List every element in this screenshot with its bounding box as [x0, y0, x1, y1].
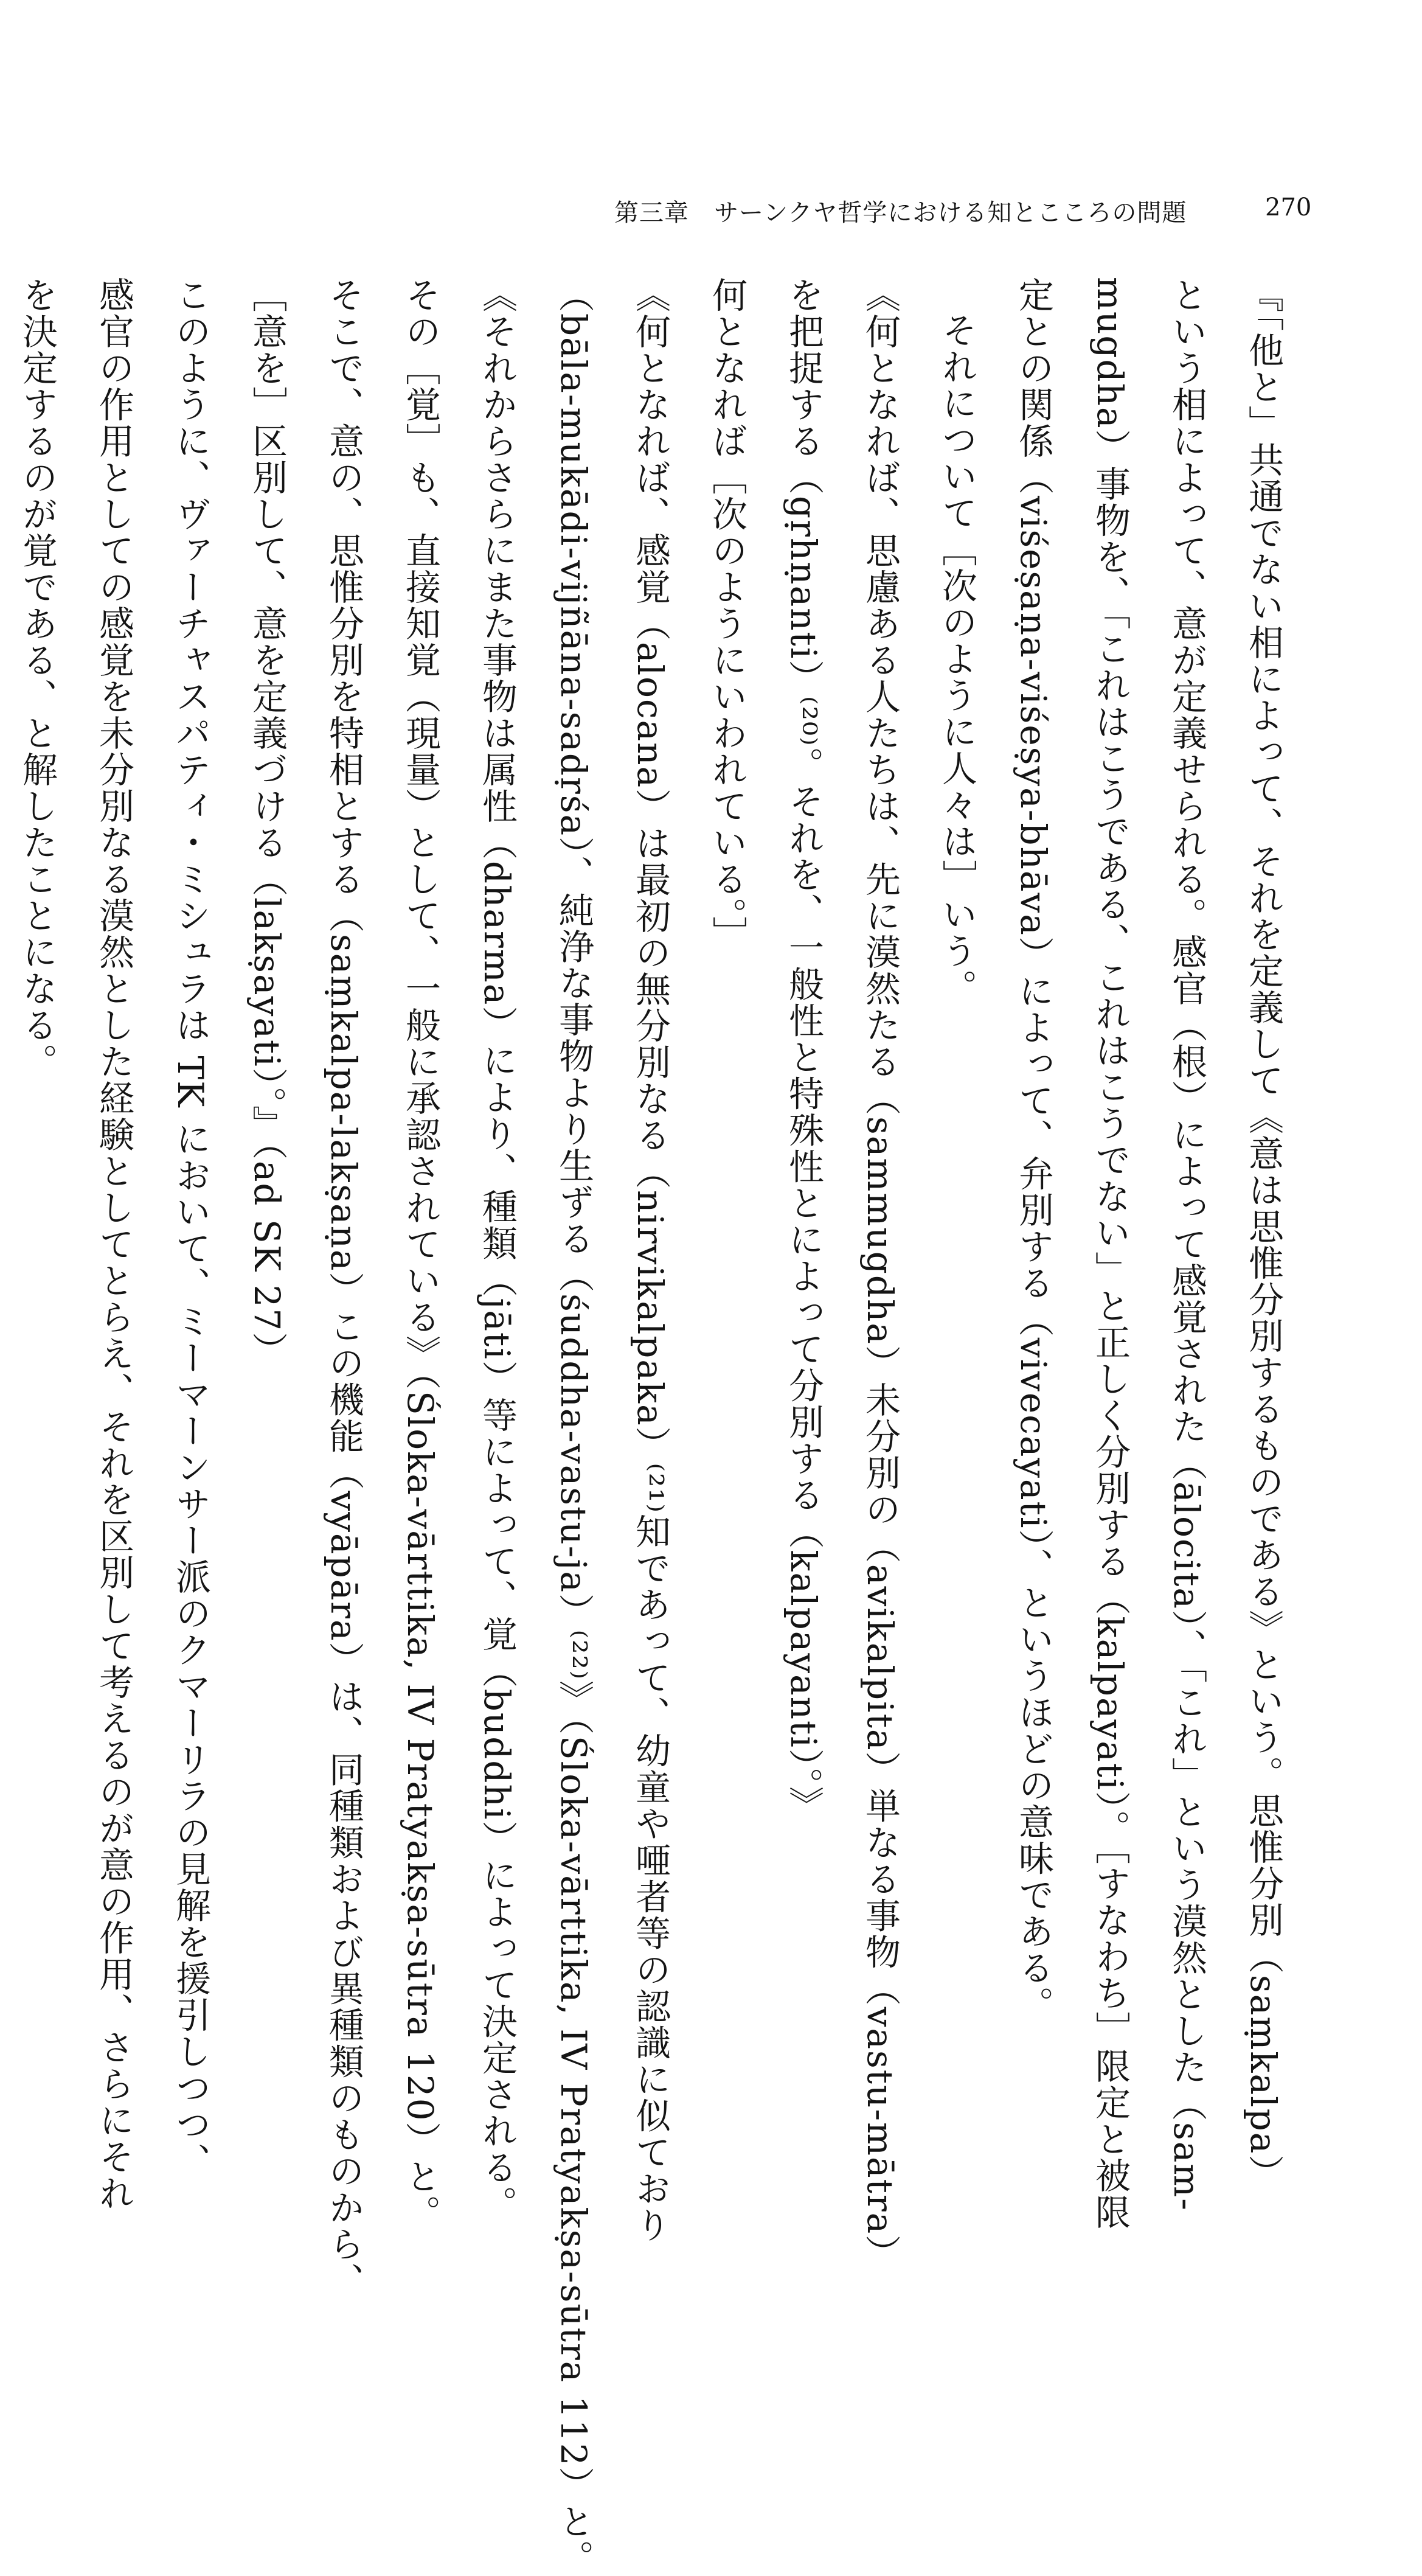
text-line: その［覚］も、直接知覚（現量）として、一般に承認されている》（Śloka-vārttika, IV Pratyakṣa-sūtra 120）と。 — [400, 277, 441, 2232]
chapter-title: 第三章 サーンクヤ哲学における知とこころの問題 — [614, 199, 1187, 227]
page-number: 270 — [1265, 193, 1312, 221]
text-line: 何となれば［次のようにいわれている。］ — [706, 277, 747, 953]
text-line: ［意を］区別して、意を定義づける（lakṣayati）。』（ad SK 27） — [246, 277, 288, 1369]
text-line: それについて［次のように人々は］いう。 — [936, 312, 977, 1006]
text-line: mugdha）事物を、「これはこうである、これはこうでない」と正しく分別する（kalpayati）。［すなわち］限定と被限 — [1089, 277, 1131, 2230]
text-line: という相によって、意が定義せられる。感官（根）によって感覚された（ālocita）、「これ」という漠然とした（sam- — [1166, 277, 1207, 2212]
text-line: 《何となれば、感覚（alocana）は最初の無分別なる（nirvikalpaka）⁽²¹⁾知であって、幼童や唖者等の認識に似ており — [629, 277, 671, 2244]
text-line: 『「他と」共通でない相によって、それを定義して《意は思惟分別するものである》という。思惟分別（saṃkalpa） — [1243, 277, 1284, 2191]
vertical-body-text — [16, 277, 1302, 2576]
text-line: を把捉する（gṛhṇanti）⁽²⁰⁾。それを、一般性と特殊性とによって分別する（kalpayanti）。》 — [783, 277, 824, 1823]
text-line: を決定するのが覚である、と解したことになる。 — [16, 277, 58, 1080]
text-line: 感官の作用としての感覚を未分別なる漠然とした経験としてとらえ、それを区別して考えるのが意の作用、さらにそれ — [93, 277, 134, 2212]
text-line: （bāla-mukādi-vijñāna-sadṛśa）、純浄な事物より生ずる（śuddha-vastu-ja）⁽²²⁾》（Śloka-vārttika, IV Pratyakṣa-sūtra 112）と。 — [553, 277, 594, 2576]
text-line: 《それからさらにまた事物は属性（dharma）により、種類（jāti）等によって、覚（buddhi）によって決定される。 — [476, 277, 518, 2223]
text-line: そこで、意の、思惟分別を特相とする（saṃkalpa-lakṣaṇa）この機能（vyāpāra）は、同種類および異種類のものから、 — [323, 277, 364, 2299]
text-line: 《何となれば、思慮ある人たちは、先に漠然たる（sammugdha）未分別の（avikalpita）単なる事物（vastu-mātra） — [859, 277, 901, 2272]
text-line: このように、ヴァーチャスパティ・ミシュラは TK において、ミーマーンサー派のクマーリラの見解を援引しつつ、 — [170, 277, 211, 2179]
text-line: 定との関係（viśeṣaṇa-viśeṣya-bhāva）によって、弁別する（vivecayati）、というほどの意味である。 — [1013, 277, 1054, 2023]
running-header — [614, 193, 1405, 248]
